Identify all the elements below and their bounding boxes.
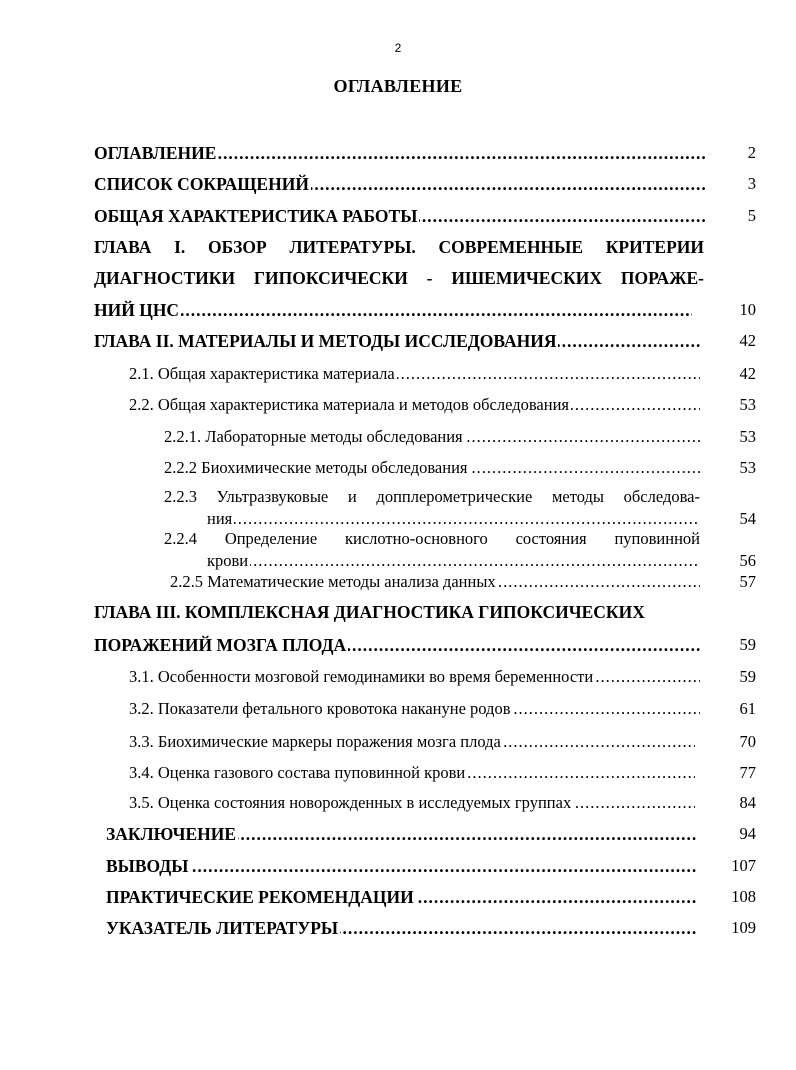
page-number: 2 — [394, 41, 402, 55]
toc-entry-general-characteristics[interactable]: ..... ОБЩАЯ ХАРАКТЕРИСТИКА РАБОТЫ — [94, 204, 706, 228]
toc-page-number: 57 — [739, 572, 756, 591]
toc-page-number: 108 — [731, 887, 756, 906]
toc-page-number: 94 — [739, 824, 756, 843]
toc-page-number: 59 — [739, 635, 756, 654]
toc-page-number: 56 — [739, 551, 756, 570]
toc-entry-references[interactable]: ..... УКАЗАТЕЛЬ ЛИТЕРАТУРЫ — [106, 916, 696, 940]
toc-entry-3-2[interactable]: ..... 3.2. Показатели фетального кровотока накануне родов — [129, 697, 700, 721]
toc-entry-abbreviations[interactable]: ..... СПИСОК СОКРАЩЕНИЙ — [94, 172, 706, 196]
toc-entry-findings[interactable]: ..... ВЫВОДЫ — [106, 854, 696, 878]
toc-page-number: 3 — [747, 174, 756, 193]
toc-page-number: 61 — [739, 699, 756, 718]
toc-entry-3-1[interactable]: ..... 3.1. Особенности мозговой гемодинамики во время беременности — [129, 665, 700, 689]
toc-page-number: 42 — [739, 364, 756, 383]
toc-page-number: 53 — [739, 395, 756, 414]
toc-chapter-1-line-1[interactable]: ГЛАВА I. ОБЗОР ЛИТЕРАТУРЫ. СОВРЕМЕННЫЕ КРИТЕРИИ — [94, 237, 704, 257]
toc-entry-chapter-1[interactable]: ..... НИЙ ЦНС — [94, 298, 692, 322]
toc-entry-3-4[interactable]: ..... 3.4. Оценка газового состава пуповинной крови — [129, 761, 695, 785]
toc-page-number: 77 — [739, 763, 756, 782]
toc-chapter-1-line-2[interactable]: ДИАГНОСТИКИ ГИПОКСИЧЕСКИ - ИШЕМИЧЕСКИХ ПОРАЖЕ- — [94, 268, 704, 288]
toc-page-number: 107 — [731, 856, 756, 875]
toc-page-number: 54 — [739, 509, 756, 528]
toc-page-number: 5 — [747, 206, 756, 225]
toc-entry-table-of-contents[interactable]: ..... ОГЛАВЛЕНИЕ — [94, 141, 706, 165]
toc-page-number: 10 — [739, 300, 756, 319]
toc-page-number: 109 — [731, 918, 756, 937]
toc-entry-2-2-5[interactable]: ..... 2.2.5 Математические методы анализа данных — [170, 571, 700, 593]
toc-entry-2-1[interactable]: ..... 2.1. Общая характеристика материала — [129, 362, 700, 386]
toc-entry-2-2[interactable]: ..... 2.2. Общая характеристика материала и методов обследования — [129, 393, 700, 417]
toc-entry-2-2-2[interactable]: ..... 2.2.2 Биохимические методы обследования — [164, 456, 700, 480]
toc-entry-3-5[interactable]: ..... 3.5. Оценка состояния новорожденных в исследуемых группах — [129, 791, 695, 815]
toc-entry-conclusion[interactable]: ..... ЗАКЛЮЧЕНИЕ — [106, 822, 696, 846]
toc-entry-2-2-3[interactable]: ..... ния — [207, 509, 700, 529]
toc-entry-2-2-1[interactable]: ..... 2.2.1. Лабораторные методы обследования — [164, 425, 700, 449]
toc-chapter-3-line-1[interactable]: ГЛАВА III. КОМПЛЕКСНАЯ ДИАГНОСТИКА ГИПОКСИЧЕСКИХ — [94, 602, 645, 622]
toc-entry-chapter-2[interactable]: ..... ГЛАВА II. МАТЕРИАЛЫ И МЕТОДЫ ИССЛЕДОВАНИЯ — [94, 329, 700, 353]
toc-entry-3-3[interactable]: ..... 3.3. Биохимические маркеры поражения мозга плода — [129, 730, 695, 754]
page-title: ОГЛАВЛЕНИЕ — [333, 76, 463, 96]
toc-entry-chapter-3[interactable]: ..... ПОРАЖЕНИЙ МОЗГА ПЛОДА — [94, 633, 700, 657]
toc-page-number: 42 — [739, 331, 756, 350]
toc-entry-2-2-3-line[interactable]: 2.2.3 Ультразвуковые и допплерометрические методы обследова- — [164, 487, 700, 506]
toc-entry-2-2-4-line[interactable]: 2.2.4 Определение кислотно-основного состояния пуповинной — [164, 529, 700, 548]
toc-page-number: 53 — [739, 427, 756, 446]
toc-entry-2-2-4[interactable]: ..... крови — [207, 551, 700, 571]
toc-page-number: 70 — [739, 732, 756, 751]
toc-page-number: 84 — [739, 793, 756, 812]
toc-page-number: 59 — [739, 667, 756, 686]
toc-page-number: 2 — [747, 143, 756, 162]
toc-page-number: 53 — [739, 458, 756, 477]
toc-entry-recommendations[interactable]: ..... ПРАКТИЧЕСКИЕ РЕКОМЕНДАЦИИ — [106, 885, 696, 909]
